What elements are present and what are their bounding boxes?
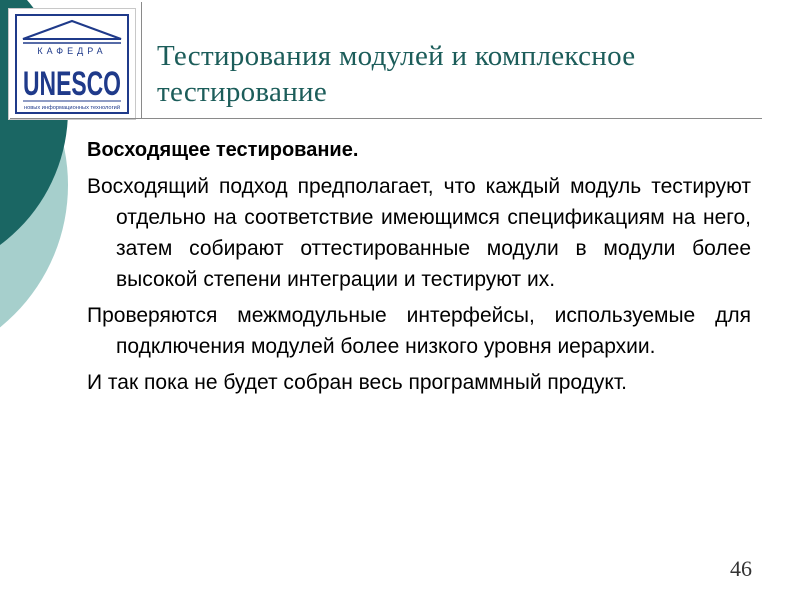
body-paragraph: Восходящий подход предполагает, что каждый модуль тестируют отдельно на соответствие имеющимся спецификациям на него, затем собирают оттестированные модули в модули более высокой степени интеграции и тестируют их. — [87, 175, 751, 291]
logo-main-text: UNESCO — [23, 65, 122, 103]
section-heading: Восходящее тестирование. — [87, 139, 359, 161]
page-number: 46 — [730, 556, 752, 581]
slide-body — [87, 135, 751, 403]
logo-bottom-text: новых информационных технологий — [24, 105, 109, 111]
slide-title: Тестирования модулей и комплексное тестирование — [157, 40, 636, 108]
unesco-logo — [8, 8, 136, 120]
body-paragraph: И так пока не будет собран весь программный продукт. — [87, 371, 627, 394]
vertical-divider — [141, 2, 142, 118]
title-underline — [10, 118, 762, 119]
logo-top-text: КАФЕДРА — [37, 46, 107, 56]
body-paragraph: Проверяются межмодульные интерфейсы, используемые для подключения модулей более низкого уровня иерархии. — [87, 304, 751, 358]
